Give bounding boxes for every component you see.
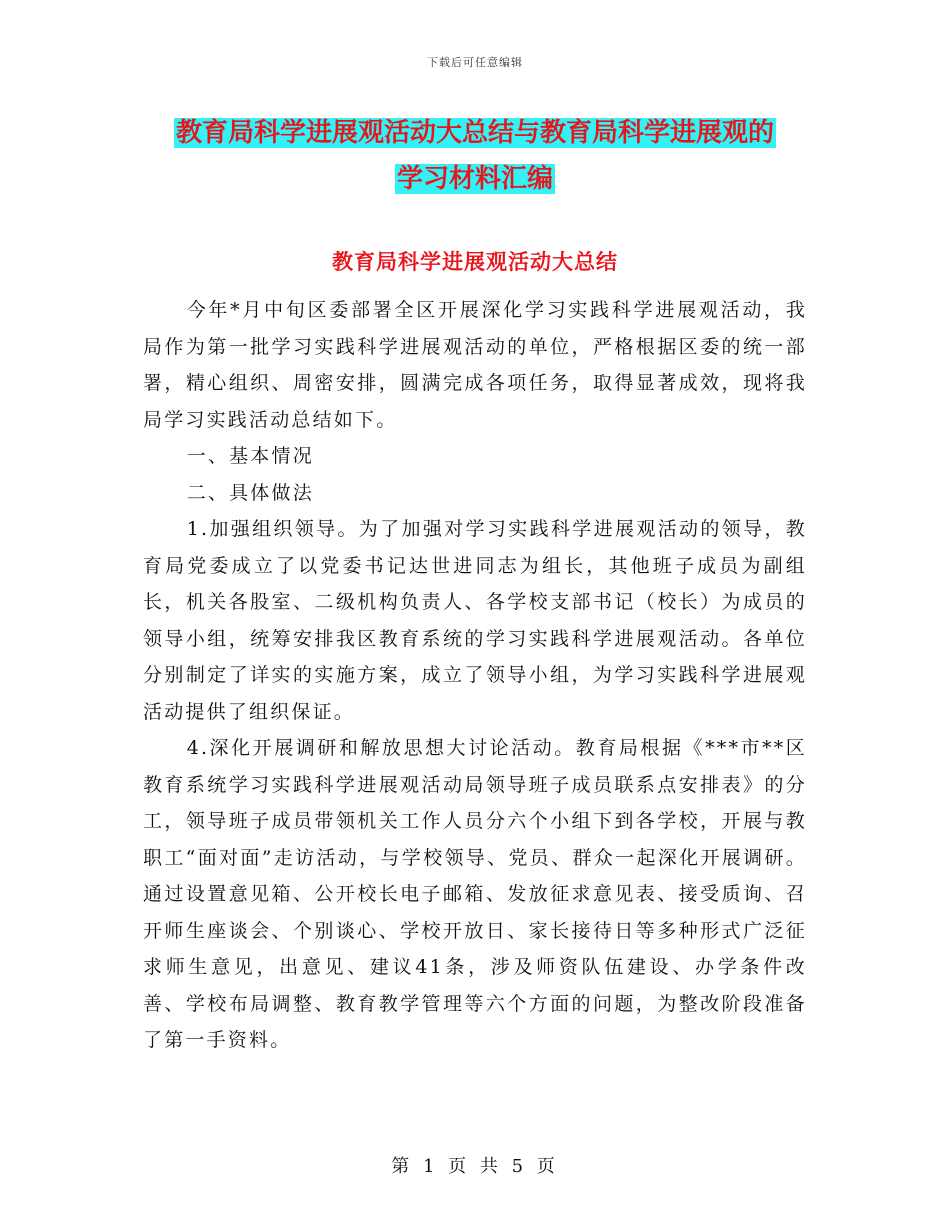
document-title-line-1: 教育局科学进展观活动大总结与教育局科学进展观的 <box>175 118 774 148</box>
paragraph-item-1: 1.加强组织领导。为了加强对学习实践科学进展观活动的领导，教育局党委成立了以党委书记达世进同志为组长，其他班子成员为副组长，机关各股室、二级机构负责人、各学校支部书记（校长）为成员的领导小组，统筹安排我区教育系统的学习实践科学进展观活动。各单位分别制定了详实的实施方案，成立了领导小组，为学习实践科学进展观活动提供了组织保证。 <box>143 518 807 723</box>
paragraph-intro: 今年*月中旬区委部署全区开展深化学习实践科学进展观活动，我局作为第一批学习实践科学进展观活动的单位，严格根据区委的统一部署，精心组织、周密安排，圆满完成各项任务，取得显著成效，现将我局学习实践活动总结如下。 <box>143 299 807 431</box>
paragraph-item-4: 4.深化开展调研和解放思想大讨论活动。教育局根据《***市**区教育系统学习实践科学进展观活动局领导班子成员联系点安排表》的分工，领导班子成员带领机关工作人员分六个小组下到各学校，开展与教职工“面对面”走访活动，与学校领导、党员、群众一起深化开展调研。通过设置意见箱、公开校长电子邮箱、发放征求意见表、接受质询、召开师生座谈会、个别谈心、学校开放日、家长接待日等多种形式广泛征求师生意见，出意见、建议41条，涉及师资队伍建设、办学条件改善、学校布局调整、教育教学管理等六个方面的问题，为整改阶段准备了第一手资料。 <box>143 737 807 1051</box>
paragraph-heading-specific-measures: 二、具体做法 <box>186 481 314 504</box>
page-number-indicator: 第 1 页 共 5 页 <box>391 1156 559 1177</box>
paragraph-heading-basic-situation: 一、基本情况 <box>186 445 314 467</box>
document-title <box>60 110 890 202</box>
document-body <box>143 292 807 1059</box>
section-title: 教育局科学进展观活动大总结 <box>332 250 618 274</box>
page-header-note: 下载后可任意编辑 <box>427 56 523 69</box>
document-title-line-2: 学习材料汇编 <box>396 164 553 194</box>
